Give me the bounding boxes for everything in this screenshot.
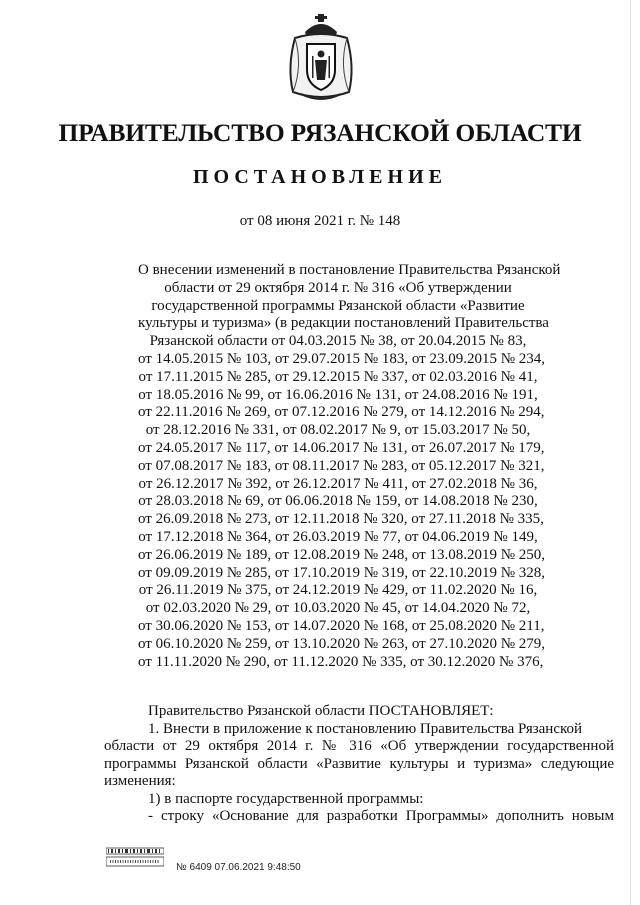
- subject-line: от 17.12.2018 № 364, от 26.03.2019 № 77, от 04.06.2019 № 149,: [138, 528, 538, 545]
- subject-line: от 28.03.2018 № 69, от 06.06.2018 № 159, от 14.08.2018 № 230,: [138, 493, 538, 510]
- subject-line: от 28.12.2016 № 331, от 08.02.2017 № 9, от 15.03.2017 № 50,: [145, 422, 531, 439]
- decree-line: Правительство Рязанской области ПОСТАНОВЛЯЕТ:: [148, 703, 494, 719]
- document-subject: [138, 262, 561, 671]
- subject-line: от 18.05.2016 № 99, от 16.06.2016 № 131, от 24.08.2016 № 191,: [138, 386, 538, 403]
- subject-line: от 26.06.2019 № 189, от 12.08.2019 № 248, от 13.08.2019 № 250,: [138, 546, 546, 563]
- barcode-stamp: [106, 846, 164, 868]
- subitem-1-a: - строку «Основание для разработки Программы» дополнить новым: [148, 808, 614, 824]
- government-title: ПРАВИТЕЛЬСТВО РЯЗАНСКОЙ ОБЛАСТИ: [58, 118, 582, 147]
- subject-line: от 07.08.2017 № 183, от 08.11.2017 № 283, от 05.12.2017 № 321,: [138, 457, 545, 474]
- document-date-number: от 08 июня 2021 г. № 148: [239, 213, 401, 229]
- subject-line: от 26.11.2019 № 375, от 24.12.2019 № 429, от 11.02.2020 № 16,: [138, 582, 538, 599]
- item-1-line: 1. Внести в приложение к постановлению Правительства Рязанской: [148, 720, 583, 737]
- subject-line: культуры и туризма» (в редакции постановлений Правительства: [138, 315, 549, 332]
- item-1-line: изменения:: [104, 773, 176, 789]
- subject-line: от 24.05.2017 № 117, от 14.06.2017 № 131, от 26.07.2017 № 179,: [138, 439, 545, 456]
- item-1-line: программы Рязанской области «Развитие культуры и туризма» следующие: [104, 755, 614, 772]
- subject-line: от 09.09.2019 № 285, от 17.10.2019 № 319, от 22.10.2019 № 328,: [138, 564, 546, 581]
- subject-line: от 17.11.2015 № 285, от 29.12.2015 № 337, от 02.03.2016 № 41,: [138, 368, 538, 385]
- subject-line: от 14.05.2015 № 103, от 29.07.2015 № 183, от 23.09.2015 № 234,: [138, 350, 546, 367]
- subitem-1: 1) в паспорте государственной программы:: [148, 790, 424, 807]
- subject-line: от 22.11.2016 № 269, от 07.12.2016 № 279, от 14.12.2016 № 294,: [138, 404, 545, 421]
- subject-line: от 30.06.2020 № 153, от 14.07.2020 № 168, от 25.08.2020 № 211,: [138, 617, 545, 634]
- subject-line: от 26.09.2018 № 273, от 12.11.2018 № 320, от 27.11.2018 № 335,: [138, 511, 544, 528]
- subject-line: государственной программы Рязанской области «Развитие: [151, 297, 525, 314]
- document-type: ПОСТАНОВЛЕНИЕ: [193, 166, 447, 188]
- item-1-line: области от 29 октября 2014 г. № 316 «Об утверждении государственной: [104, 738, 614, 754]
- subject-line: от 11.11.2020 № 290, от 11.12.2020 № 335, от 30.12.2020 № 376,: [138, 653, 544, 670]
- subject-line: области от 29 октября 2014 г. № 316 «Об утверждении: [164, 279, 512, 296]
- subject-line: от 02.03.2020 № 29, от 10.03.2020 № 45, от 14.04.2020 № 72,: [145, 600, 531, 617]
- document-body: [104, 703, 614, 826]
- coat-of-arms-emblem: [281, 12, 361, 104]
- subject-line: от 26.12.2017 № 392, от 26.12.2017 № 411, от 27.02.2018 № 36,: [138, 475, 538, 492]
- subject-line: Рязанской области от 04.03.2015 № 38, от 20.04.2015 № 83,: [149, 333, 527, 350]
- registration-number: № 6409 07.06.2021 9:48:50: [176, 862, 301, 873]
- subject-line: от 06.10.2020 № 259, от 13.10.2020 № 263, от 27.10.2020 № 279,: [138, 635, 546, 652]
- subject-line: О внесении изменений в постановление Правительства Рязанской: [138, 262, 561, 278]
